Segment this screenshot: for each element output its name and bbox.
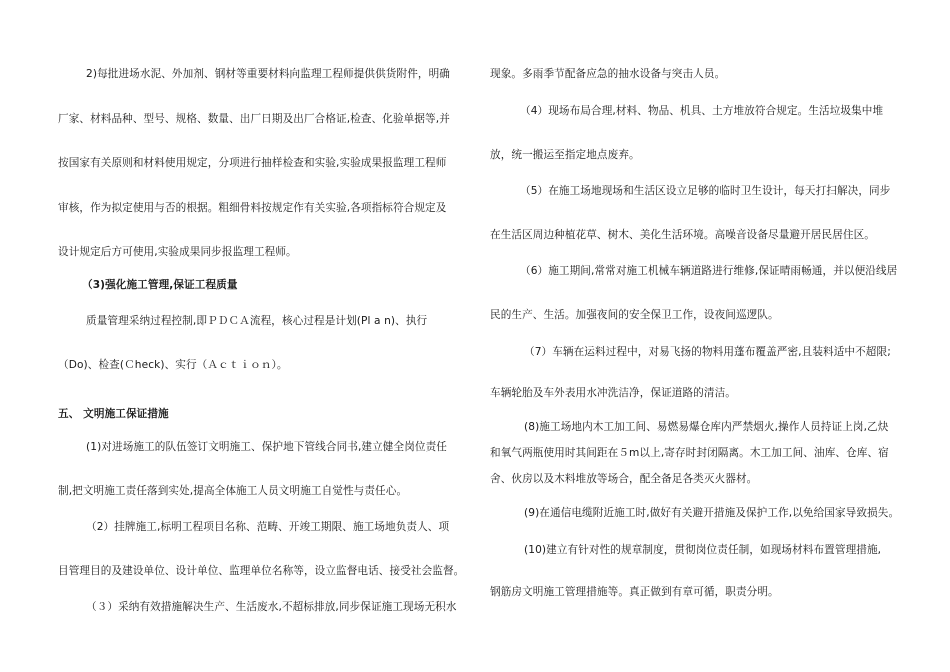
quality-para-line-2: （Do)、检查(Ｃheck)、实行（Ａｃｔｉｏｎ）。 (58, 359, 288, 371)
item-6-line-2: 民的生产、生活。加强夜间的安全保卫工作，设夜间巡逻队。 (490, 309, 779, 321)
item-8-line-2: 和氧气两瓶使用时其间距在５m以上,寄存时封闭隔离。木工加工间、油库、仓库、宿 (490, 447, 889, 459)
item-5-line-1: （5）在施工场地现场和生活区设立足够的临时卫生设计，每天打扫解决，同步 (520, 185, 891, 197)
item-7-line-1: （7）车辆在运料过程中，对易飞扬的物料用蓬布覆盖严密,且装料适中不超限; (524, 346, 891, 358)
item-1-line-2: 制,把文明施工责任落到实处,提高全体施工人员文明施工自觉性与责任心。 (58, 485, 408, 497)
heading-strengthen-management: （3)强化施工管理,保证工程质量 (82, 279, 238, 291)
item-5-line-2: 在生活区周边种植花草、树木、美化生活环境。高噪音设备尽量避开居民居住区。 (490, 229, 875, 241)
para-2-line-1: 2)每批进场水泥、外加剂、钢材等重要材料向监理工程师提供供货附件，明确 (86, 68, 450, 80)
item-3-line-2: 现象。多雨季节配备应急的抽水设备与突击人员。 (490, 68, 726, 80)
item-10-line-2: 钢筋房文明施工管理措施等。真正做到有章可循，职责分明。 (490, 586, 779, 598)
item-10-line-1: (10)建立有针对性的规章制度，贯彻岗位责任制，如现场材料布置管理措施, (524, 544, 882, 556)
para-2-line-4: 审核，作为拟定使用与否的根据。粗细骨料按规定作有关实验,各项指标符合规定及 (58, 202, 447, 214)
section-5-heading: 五、 文明施工保证措施 (58, 408, 169, 420)
item-8-line-3: 舍、伙房以及木料堆放等场合，配全备足各类灭火器材。 (490, 473, 758, 485)
item-1-line-1: (1)对进场施工的队伍签订文明施工、保护地下管线合同书,建立健全岗位责任 (86, 441, 447, 453)
para-2-line-2: 厂家、材料品种、型号、规格、数量、出厂日期及出厂合格证,检查、化验单据等,并 (58, 113, 450, 125)
item-2-line-1: （2）挂牌施工,标明工程项目名称、范畴、开竣工期限、施工场地负责人、项 (86, 521, 450, 533)
quality-para-line-1: 质量管理采纳过程控制,即ＰＤＣＡ流程，核心过程是计划(Pl a n)、执行 (86, 315, 428, 327)
item-3-line-1: （３）采纳有效措施解决生产、生活废水,不超标排放,同步保证施工现场无积水 (86, 601, 457, 613)
para-2-line-3: 按国家有关原则和材料使用规定，分项进行抽样检查和实验,实验成果报监理工程师 (58, 157, 447, 169)
item-6-line-1: （6）施工期间,常常对施工机械车辆道路进行维修,保证晴雨畅通，并以便沿线居 (520, 265, 898, 277)
item-4-line-1: （4）现场布局合理,材料、物品、机具、土方堆放符合规定。生活垃圾集中堆 (520, 105, 884, 117)
item-4-line-2: 放，统一搬运至指定地点废弃。 (490, 149, 640, 161)
item-8-line-1: (8)施工场地内木工加工间、易燃易爆仓库内严禁烟火,操作人员持证上岗,乙炔 (524, 421, 889, 433)
item-9-line-1: (9)在通信电缆附近施工时,做好有关避开措施及保护工作,以免给国家导致损失。 (524, 507, 900, 519)
item-2-line-2: 目管理目的及建设单位、设计单位、监理单位名称等，设立监督电话、接受社会监督。 (58, 565, 465, 577)
item-7-line-2: 车辆轮胎及车外表用水冲洗洁净，保证道路的清洁。 (490, 387, 736, 399)
para-2-line-5: 设计规定后方可使用,实验成果同步报监理工程师。 (58, 246, 297, 258)
